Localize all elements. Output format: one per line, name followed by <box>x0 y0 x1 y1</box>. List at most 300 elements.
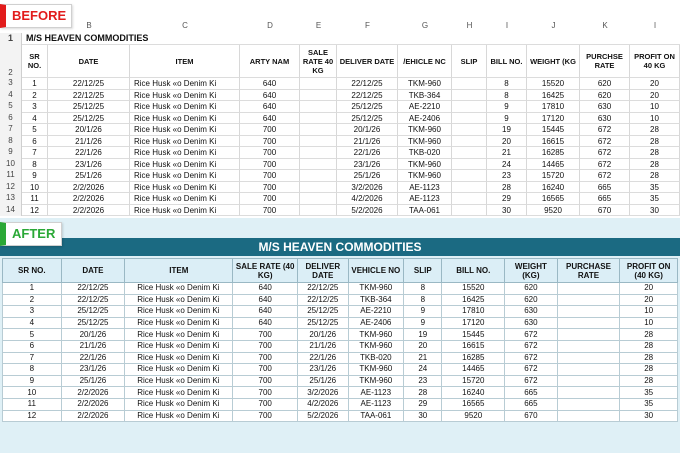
cell[interactable]: 700 <box>233 352 298 364</box>
cell[interactable]: 28 <box>630 159 680 171</box>
cell[interactable]: 20/1/26 <box>48 124 130 136</box>
cell[interactable]: 700 <box>233 329 298 341</box>
cell[interactable]: 19 <box>404 329 442 341</box>
cell[interactable]: 23/1/26 <box>48 159 130 171</box>
header-cell[interactable]: WEIGHT (KG) <box>505 259 558 283</box>
cell[interactable]: 14465 <box>527 159 580 171</box>
cell[interactable]: 4 <box>22 113 48 125</box>
cell[interactable]: 25/1/26 <box>61 375 125 387</box>
cell[interactable]: 4 <box>3 317 62 329</box>
cell[interactable]: 670 <box>505 410 558 422</box>
cell[interactable]: TKM-960 <box>398 170 452 182</box>
cell[interactable] <box>300 90 337 102</box>
header-cell[interactable]: ITEM <box>125 259 233 283</box>
cell[interactable]: 620 <box>505 294 558 306</box>
cell[interactable]: 20 <box>630 90 680 102</box>
cell[interactable]: 2 <box>3 294 62 306</box>
cell[interactable]: 2/2/2026 <box>48 205 130 217</box>
cell[interactable] <box>557 294 620 306</box>
cell[interactable]: 1 <box>3 283 62 295</box>
header-cell[interactable]: DATE <box>48 45 130 78</box>
cell[interactable]: 8 <box>404 294 442 306</box>
cell[interactable]: 28 <box>630 136 680 148</box>
cell[interactable] <box>557 410 620 422</box>
cell[interactable]: 700 <box>233 410 298 422</box>
cell[interactable] <box>300 193 337 205</box>
cell[interactable]: 640 <box>240 90 300 102</box>
cell[interactable]: 6 <box>22 136 48 148</box>
cell[interactable] <box>452 124 487 136</box>
cell[interactable] <box>452 90 487 102</box>
cell[interactable]: TKB-020 <box>398 147 452 159</box>
cell[interactable]: 630 <box>505 306 558 318</box>
cell[interactable]: 9 <box>487 101 527 113</box>
cell[interactable]: TKB-364 <box>348 294 404 306</box>
cell[interactable] <box>300 101 337 113</box>
cell[interactable]: 700 <box>240 205 300 217</box>
cell[interactable]: Rice Husk «o Denim Ki <box>130 78 240 90</box>
cell[interactable] <box>557 375 620 387</box>
cell[interactable]: 672 <box>580 136 630 148</box>
cell[interactable]: 700 <box>233 364 298 376</box>
cell[interactable] <box>557 398 620 410</box>
cell[interactable] <box>300 113 337 125</box>
cell[interactable]: 630 <box>505 317 558 329</box>
cell[interactable]: 17120 <box>527 113 580 125</box>
cell[interactable]: 2/2/2026 <box>61 410 125 422</box>
cell[interactable]: AE-2210 <box>348 306 404 318</box>
cell[interactable]: 25/12/25 <box>48 113 130 125</box>
cell[interactable]: 700 <box>233 340 298 352</box>
cell[interactable]: 28 <box>620 340 678 352</box>
cell[interactable]: 9 <box>487 113 527 125</box>
cell[interactable]: 15445 <box>442 329 505 341</box>
cell[interactable]: 22/1/26 <box>337 147 398 159</box>
cell[interactable]: 25/12/25 <box>61 317 125 329</box>
cell[interactable]: 25/12/25 <box>61 306 125 318</box>
cell[interactable]: 15520 <box>442 283 505 295</box>
cell[interactable]: 22/12/25 <box>61 294 125 306</box>
cell[interactable]: 672 <box>580 124 630 136</box>
cell[interactable]: TKB-020 <box>348 352 404 364</box>
cell[interactable]: Rice Husk «o Denim Ki <box>125 398 233 410</box>
cell[interactable]: 21/1/26 <box>337 136 398 148</box>
header-cell[interactable]: BILL NO. <box>442 259 505 283</box>
cell[interactable]: 28 <box>404 387 442 399</box>
cell[interactable]: 665 <box>580 193 630 205</box>
cell[interactable] <box>300 136 337 148</box>
cell[interactable] <box>557 306 620 318</box>
cell[interactable]: Rice Husk «o Denim Ki <box>125 317 233 329</box>
row-number: 13 <box>0 193 22 205</box>
cell[interactable]: 630 <box>580 101 630 113</box>
cell[interactable]: TAA-061 <box>398 205 452 217</box>
cell[interactable]: 9520 <box>527 205 580 217</box>
cell[interactable]: 16285 <box>527 147 580 159</box>
cell[interactable]: 17120 <box>442 317 505 329</box>
cell[interactable]: AE-1123 <box>348 387 404 399</box>
cell[interactable]: 672 <box>505 364 558 376</box>
cell[interactable]: 35 <box>620 387 678 399</box>
cell[interactable]: 700 <box>240 159 300 171</box>
header-cell[interactable]: PROFIT ON 40 KG <box>630 45 680 78</box>
cell[interactable]: TKM-960 <box>348 340 404 352</box>
cell[interactable]: Rice Husk «o Denim Ki <box>125 329 233 341</box>
cell[interactable]: 20/1/26 <box>298 329 349 341</box>
header-cell[interactable]: SALE RATE 40 KG <box>300 45 337 78</box>
cell[interactable]: 25/12/25 <box>337 101 398 113</box>
cell[interactable]: 7 <box>22 147 48 159</box>
cell[interactable]: Rice Husk «o Denim Ki <box>125 387 233 399</box>
cell[interactable]: 9 <box>22 170 48 182</box>
cell[interactable]: 5/2/2026 <box>298 410 349 422</box>
cell[interactable]: TAA-061 <box>348 410 404 422</box>
cell[interactable] <box>300 159 337 171</box>
cell[interactable]: 10 <box>630 113 680 125</box>
cell[interactable] <box>557 283 620 295</box>
cell[interactable]: 22/12/25 <box>298 294 349 306</box>
cell[interactable]: 22/1/26 <box>61 352 125 364</box>
cell[interactable]: 28 <box>620 352 678 364</box>
cell[interactable]: Rice Husk «o Denim Ki <box>125 364 233 376</box>
cell[interactable]: 4/2/2026 <box>337 193 398 205</box>
cell[interactable]: 25/1/26 <box>48 170 130 182</box>
cell[interactable]: 22/12/25 <box>48 90 130 102</box>
cell[interactable]: 640 <box>233 294 298 306</box>
cell[interactable]: 21/1/26 <box>48 136 130 148</box>
cell[interactable]: 2/2/2026 <box>48 193 130 205</box>
cell[interactable]: 35 <box>620 398 678 410</box>
cell[interactable] <box>452 182 487 194</box>
cell[interactable]: 672 <box>505 352 558 364</box>
cell[interactable] <box>557 352 620 364</box>
cell[interactable]: 28 <box>620 329 678 341</box>
cell[interactable]: 19 <box>487 124 527 136</box>
cell[interactable]: 12 <box>22 205 48 217</box>
cell[interactable]: Rice Husk «o Denim Ki <box>130 124 240 136</box>
cell[interactable]: 5 <box>22 124 48 136</box>
cell[interactable] <box>300 78 337 90</box>
cell[interactable]: 22/12/25 <box>337 90 398 102</box>
cell[interactable]: 22/1/26 <box>298 352 349 364</box>
cell[interactable]: Rice Husk «o Denim Ki <box>130 170 240 182</box>
cell[interactable]: 700 <box>233 398 298 410</box>
cell[interactable]: 25/1/26 <box>337 170 398 182</box>
cell[interactable]: 640 <box>240 78 300 90</box>
cell[interactable] <box>300 124 337 136</box>
cell[interactable]: TKM-960 <box>398 124 452 136</box>
cell[interactable]: 21/1/26 <box>298 340 349 352</box>
cell[interactable]: 16285 <box>442 352 505 364</box>
cell[interactable]: 640 <box>233 306 298 318</box>
cell[interactable] <box>557 364 620 376</box>
cell[interactable]: Rice Husk «o Denim Ki <box>125 410 233 422</box>
header-cell[interactable]: PROFIT ON (40 KG) <box>620 259 678 283</box>
cell[interactable]: AE-1123 <box>398 182 452 194</box>
cell[interactable]: 30 <box>630 205 680 217</box>
cell[interactable]: 28 <box>620 375 678 387</box>
cell[interactable]: Rice Husk «o Denim Ki <box>125 375 233 387</box>
header-cell[interactable]: /EHICLE NC <box>398 45 452 78</box>
cell[interactable]: 672 <box>580 170 630 182</box>
cell[interactable]: TKM-960 <box>398 78 452 90</box>
cell[interactable]: TKM-960 <box>398 136 452 148</box>
cell[interactable]: 16425 <box>527 90 580 102</box>
cell[interactable] <box>452 136 487 148</box>
cell[interactable]: 5 <box>3 329 62 341</box>
cell[interactable]: 16565 <box>442 398 505 410</box>
cell[interactable]: 700 <box>233 375 298 387</box>
cell[interactable]: 25/12/25 <box>298 317 349 329</box>
cell[interactable]: 10 <box>620 306 678 318</box>
cell[interactable] <box>300 205 337 217</box>
cell[interactable]: 2 <box>22 90 48 102</box>
cell[interactable]: 9520 <box>442 410 505 422</box>
cell[interactable] <box>300 147 337 159</box>
header-cell[interactable]: SLIP <box>404 259 442 283</box>
cell[interactable]: 620 <box>505 283 558 295</box>
cell[interactable]: 6 <box>3 340 62 352</box>
header-cell[interactable]: SALE RATE (40 KG) <box>233 259 298 283</box>
cell[interactable]: 700 <box>240 136 300 148</box>
cell[interactable]: TKM-960 <box>348 364 404 376</box>
cell[interactable]: 15720 <box>527 170 580 182</box>
cell[interactable]: 25/12/25 <box>48 101 130 113</box>
cell[interactable]: 30 <box>404 410 442 422</box>
cell[interactable]: 28 <box>620 364 678 376</box>
cell[interactable]: 9 <box>404 317 442 329</box>
cell[interactable]: 11 <box>22 193 48 205</box>
header-cell[interactable]: DELIVER DATE <box>298 259 349 283</box>
cell[interactable]: 23 <box>487 170 527 182</box>
cell[interactable]: Rice Husk «o Denim Ki <box>130 147 240 159</box>
cell[interactable]: 8 <box>404 283 442 295</box>
cell[interactable]: 3/2/2026 <box>298 387 349 399</box>
cell[interactable]: 15445 <box>527 124 580 136</box>
cell[interactable]: 22/12/25 <box>61 283 125 295</box>
cell[interactable]: 22/12/25 <box>298 283 349 295</box>
cell[interactable]: Rice Husk «o Denim Ki <box>130 101 240 113</box>
cell[interactable] <box>452 113 487 125</box>
header-cell[interactable]: DATE <box>61 259 125 283</box>
cell[interactable]: AE-2406 <box>398 113 452 125</box>
cell[interactable]: 16615 <box>527 136 580 148</box>
cell[interactable]: 672 <box>580 147 630 159</box>
cell[interactable]: 28 <box>630 170 680 182</box>
cell[interactable]: 620 <box>580 78 630 90</box>
cell[interactable]: 23/1/26 <box>298 364 349 376</box>
cell[interactable]: Rice Husk «o Denim Ki <box>125 340 233 352</box>
cell[interactable]: 672 <box>505 340 558 352</box>
cell[interactable]: 630 <box>580 113 630 125</box>
cell[interactable]: 5/2/2026 <box>337 205 398 217</box>
header-cell[interactable]: SR NO. <box>3 259 62 283</box>
cell[interactable] <box>452 78 487 90</box>
cell[interactable]: 30 <box>487 205 527 217</box>
cell[interactable]: 29 <box>404 398 442 410</box>
cell[interactable]: 28 <box>630 124 680 136</box>
cell[interactable]: 8 <box>3 364 62 376</box>
cell[interactable]: 700 <box>240 147 300 159</box>
cell[interactable]: 22/12/25 <box>48 78 130 90</box>
cell[interactable]: 3 <box>3 306 62 318</box>
cell[interactable]: TKM-960 <box>348 375 404 387</box>
cell[interactable]: 665 <box>505 398 558 410</box>
cell[interactable]: 672 <box>580 159 630 171</box>
cell[interactable] <box>300 170 337 182</box>
cell[interactable] <box>557 329 620 341</box>
cell[interactable]: Rice Husk «o Denim Ki <box>130 205 240 217</box>
cell[interactable]: 23/1/26 <box>61 364 125 376</box>
cell[interactable]: 665 <box>505 387 558 399</box>
cell[interactable]: TKM-960 <box>348 283 404 295</box>
cell[interactable]: 25/12/25 <box>298 306 349 318</box>
cell[interactable] <box>452 205 487 217</box>
cell[interactable]: Rice Husk «o Denim Ki <box>130 159 240 171</box>
cell[interactable]: AE-2210 <box>398 101 452 113</box>
cell[interactable]: 23/1/26 <box>337 159 398 171</box>
cell[interactable]: 24 <box>487 159 527 171</box>
cell[interactable]: 17810 <box>442 306 505 318</box>
cell[interactable]: 20/1/26 <box>61 329 125 341</box>
cell[interactable]: 20 <box>620 283 678 295</box>
cell[interactable]: 2/2/2026 <box>61 387 125 399</box>
cell[interactable]: 9 <box>404 306 442 318</box>
cell[interactable]: TKM-960 <box>398 159 452 171</box>
cell[interactable]: 20 <box>487 136 527 148</box>
cell[interactable]: 10 <box>620 317 678 329</box>
cell[interactable]: 10 <box>22 182 48 194</box>
cell[interactable]: 670 <box>580 205 630 217</box>
cell[interactable]: 16240 <box>442 387 505 399</box>
cell[interactable]: 8 <box>487 78 527 90</box>
cell[interactable]: 15520 <box>527 78 580 90</box>
cell[interactable]: 25/1/26 <box>298 375 349 387</box>
cell[interactable]: 10 <box>630 101 680 113</box>
cell[interactable]: Rice Husk «o Denim Ki <box>125 283 233 295</box>
cell[interactable]: 25/12/25 <box>337 113 398 125</box>
cell[interactable]: 3/2/2026 <box>337 182 398 194</box>
cell[interactable]: 16565 <box>527 193 580 205</box>
cell[interactable]: Rice Husk «o Denim Ki <box>130 113 240 125</box>
cell[interactable]: 640 <box>233 283 298 295</box>
header-cell[interactable]: BILL NO. <box>487 45 527 78</box>
cell[interactable]: 21/1/26 <box>61 340 125 352</box>
cell[interactable]: 35 <box>630 193 680 205</box>
cell[interactable]: 10 <box>3 387 62 399</box>
cell[interactable]: 4/2/2026 <box>298 398 349 410</box>
cell[interactable]: Rice Husk «o Denim Ki <box>130 182 240 194</box>
cell[interactable]: TKB-364 <box>398 90 452 102</box>
cell[interactable] <box>557 317 620 329</box>
cell[interactable]: Rice Husk «o Denim Ki <box>125 294 233 306</box>
header-cell[interactable]: PURCHSE RATE <box>580 45 630 78</box>
cell[interactable]: 23 <box>404 375 442 387</box>
cell[interactable] <box>452 159 487 171</box>
header-cell[interactable]: WEIGHT (KG <box>527 45 580 78</box>
cell[interactable]: 3 <box>22 101 48 113</box>
cell[interactable] <box>452 147 487 159</box>
cell[interactable] <box>452 170 487 182</box>
cell[interactable]: AE-2406 <box>348 317 404 329</box>
cell[interactable]: 15720 <box>442 375 505 387</box>
cell[interactable]: 11 <box>3 398 62 410</box>
cell[interactable]: 22/12/25 <box>337 78 398 90</box>
cell[interactable]: 8 <box>22 159 48 171</box>
cell[interactable]: 24 <box>404 364 442 376</box>
cell[interactable]: 672 <box>505 375 558 387</box>
cell[interactable]: 2/2/2026 <box>48 182 130 194</box>
cell[interactable]: 35 <box>630 182 680 194</box>
cell[interactable]: 29 <box>487 193 527 205</box>
cell[interactable]: 28 <box>487 182 527 194</box>
cell[interactable]: 2/2/2026 <box>61 398 125 410</box>
header-cell[interactable]: DELIVER DATE <box>337 45 398 78</box>
cell[interactable]: 21 <box>487 147 527 159</box>
cell[interactable]: 14465 <box>442 364 505 376</box>
cell[interactable]: Rice Husk «o Denim Ki <box>130 90 240 102</box>
cell[interactable] <box>452 101 487 113</box>
cell[interactable]: 20/1/26 <box>337 124 398 136</box>
cell[interactable]: 700 <box>240 124 300 136</box>
cell[interactable]: 16425 <box>442 294 505 306</box>
cell[interactable]: 20 <box>630 78 680 90</box>
header-cell[interactable]: ARTY NAM <box>240 45 300 78</box>
cell[interactable] <box>300 182 337 194</box>
header-cell[interactable]: VEHICLE NO <box>348 259 404 283</box>
cell[interactable]: TKM-960 <box>348 329 404 341</box>
header-cell[interactable]: ITEM <box>130 45 240 78</box>
cell[interactable]: 28 <box>630 147 680 159</box>
cell[interactable]: 665 <box>580 182 630 194</box>
header-cell[interactable]: SLIP <box>452 45 487 78</box>
cell[interactable]: AE-1123 <box>398 193 452 205</box>
cell[interactable]: 21 <box>404 352 442 364</box>
cell[interactable]: Rice Husk «o Denim Ki <box>130 193 240 205</box>
cell[interactable]: 700 <box>233 387 298 399</box>
cell[interactable]: 640 <box>240 113 300 125</box>
cell[interactable]: 22/1/26 <box>48 147 130 159</box>
cell[interactable]: Rice Husk «o Denim Ki <box>125 306 233 318</box>
header-cell[interactable]: SR NO. <box>22 45 48 78</box>
cell[interactable]: 8 <box>487 90 527 102</box>
cell[interactable]: 17810 <box>527 101 580 113</box>
cell[interactable]: 12 <box>3 410 62 422</box>
cell[interactable]: 16615 <box>442 340 505 352</box>
cell[interactable]: 672 <box>505 329 558 341</box>
cell[interactable] <box>557 340 620 352</box>
cell[interactable]: 700 <box>240 170 300 182</box>
header-cell[interactable]: PURCHASE RATE <box>557 259 620 283</box>
cell[interactable]: 20 <box>620 294 678 306</box>
cell[interactable]: 16240 <box>527 182 580 194</box>
cell[interactable]: 640 <box>240 101 300 113</box>
cell[interactable]: Rice Husk «o Denim Ki <box>130 136 240 148</box>
cell[interactable]: 30 <box>620 410 678 422</box>
cell[interactable]: 9 <box>3 375 62 387</box>
cell[interactable]: 20 <box>404 340 442 352</box>
cell[interactable]: 1 <box>22 78 48 90</box>
cell[interactable]: AE-1123 <box>348 398 404 410</box>
cell[interactable]: 620 <box>580 90 630 102</box>
cell[interactable] <box>452 193 487 205</box>
cell[interactable]: 7 <box>3 352 62 364</box>
cell[interactable]: Rice Husk «o Denim Ki <box>125 352 233 364</box>
cell[interactable]: 700 <box>240 182 300 194</box>
cell[interactable]: 640 <box>233 317 298 329</box>
cell[interactable] <box>557 387 620 399</box>
cell[interactable]: 700 <box>240 193 300 205</box>
